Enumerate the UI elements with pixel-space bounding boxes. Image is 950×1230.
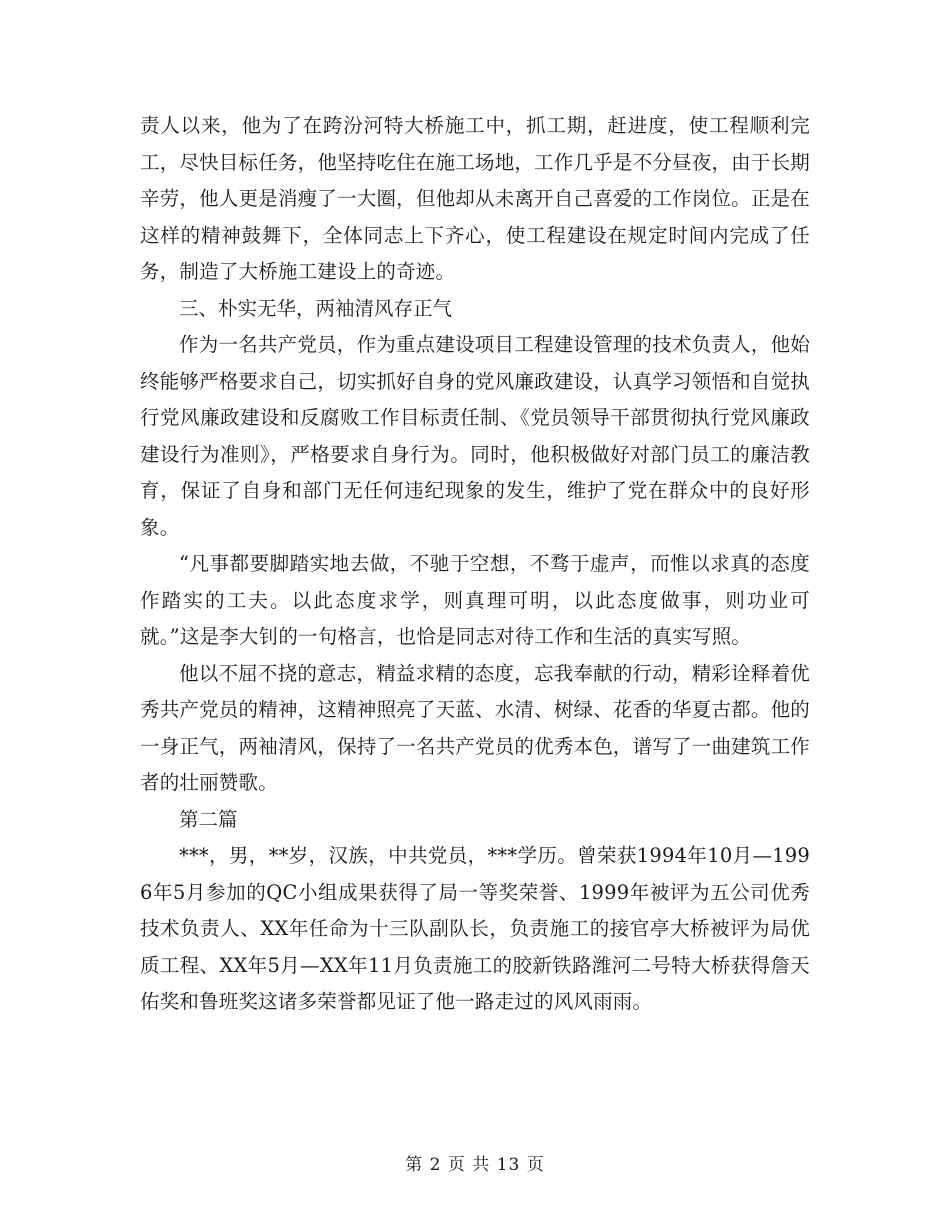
- document-body: [140, 108, 810, 1021]
- paragraph-spirit: 他以不屈不挠的意志，精益求精的态度，忘我奉献的行动，精彩诠释着优秀共产党员的精神，这精神照亮了天蓝、水清、树绿、花香的华夏古都。他的一身正气，两袖清风，保持了一名共产党员的优秀本色，谱写了一曲建筑工作者的壮丽赞歌。: [140, 661, 810, 794]
- paragraph-quote: “凡事都要脚踏实地去做，不驰于空想，不骛于虚声，而惟以求真的态度作踏实的工夫。以此态度求学，则真理可明，以此态度做事，则功业可就。”这是李大钊的一句格言，也恰是同志对待工作和生活的真实写照。: [140, 552, 810, 648]
- section-heading-three: 三、朴实无华，两袖清风存正气: [179, 296, 453, 320]
- section-heading-second-article: 第二篇: [179, 807, 238, 831]
- paragraph-continuation: 责人以来，他为了在跨汾河特大桥施工中，抓工期，赶进度，使工程顺利完工，尽快目标任务，他坚持吃住在施工场地，工作几乎是不分昼夜，由于长期辛劳，他人更是消瘦了一大圈，但他却从未离开自己喜爱的工作岗位。正是在这样的精神鼓舞下，全体同志上下齐心，使工程建设在规定时间内完成了任务，制造了大桥施工建设上的奇迹。: [140, 114, 810, 283]
- page-number-footer: 第 2 页 共 13 页: [405, 1155, 545, 1175]
- paragraph-profile: ***，男，**岁，汉族，中共党员，***学历。曾荣获1994年10月—1996年5月参加的QC小组成果获得了局一等奖荣誉、1999年被评为五公司优秀技术负责人、XX年任命为十三队副队长，负责施工的接官亭大桥被评为局优质工程、XX年5月—XX年11月负责施工的胶新铁路潍河二号特大桥获得詹天佑奖和鲁班奖这诸多荣誉都见证了他一路走过的风风雨雨。: [140, 844, 810, 1013]
- paragraph-integrity: 作为一名共产党员，作为重点建设项目工程建设管理的技术负责人，他始终能够严格要求自己，切实抓好自身的党风廉政建设，认真学习领悟和自觉执行党风廉政建设和反腐败工作目标责任制、《党员领导干部贯彻执行党风廉政建设行为准则》，严格要求自身行为。同时，他积极做好对部门员工的廉洁教育，保证了自身和部门无任何违纪现象的发生，维护了党在群众中的良好形象。: [140, 333, 810, 539]
